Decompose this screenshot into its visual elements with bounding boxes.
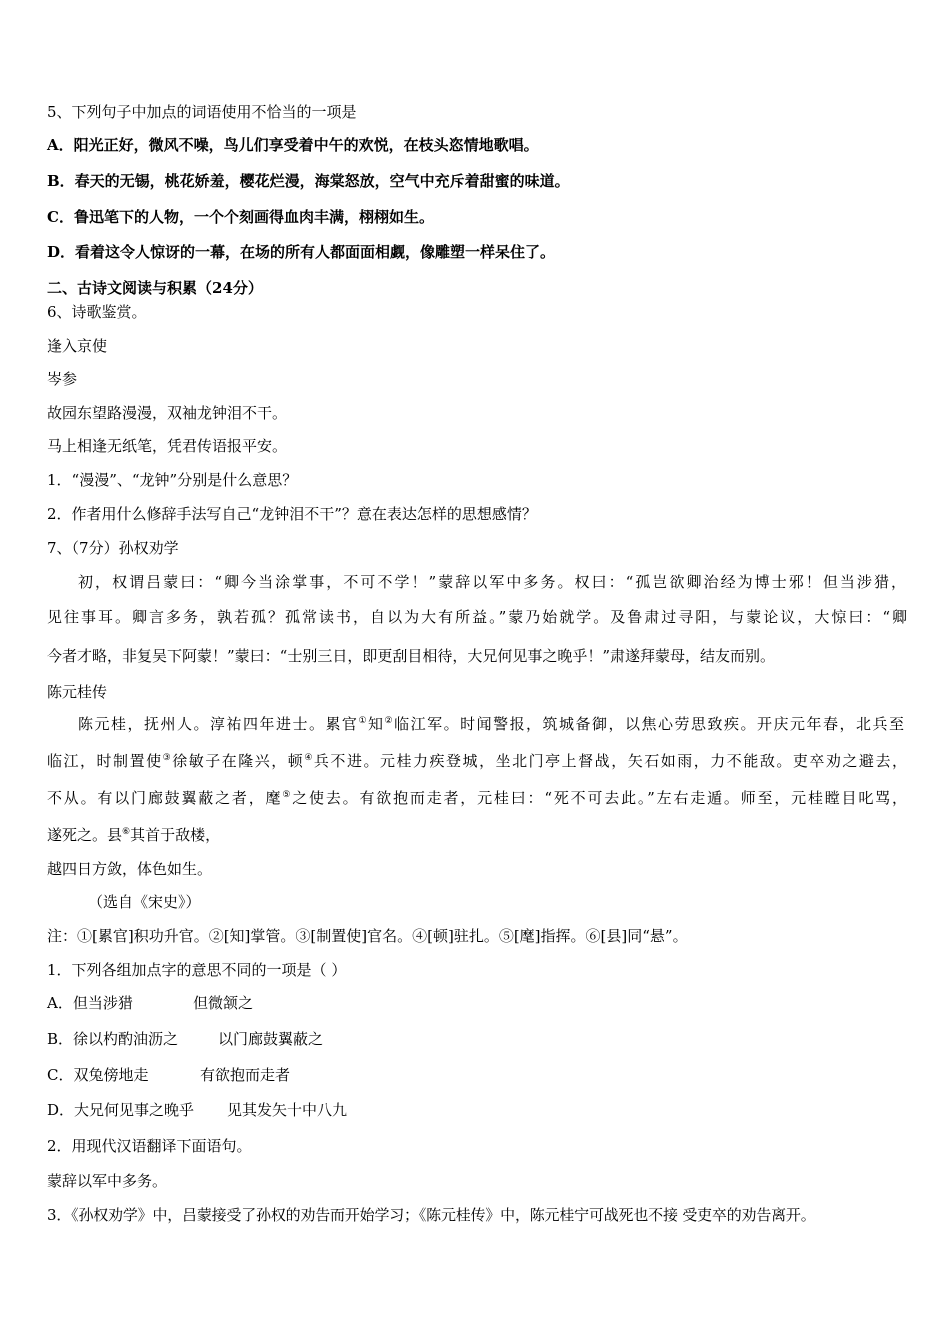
footnote-marker: ④ — [304, 753, 314, 763]
q5-option-c: C．鲁迅笔下的人物，一个个刻画得血肉丰满，栩栩如生。 — [47, 208, 434, 226]
footnote-marker: ② — [384, 716, 395, 726]
passage2-line-4: 遂死之。县⑥其首于敌楼， — [47, 826, 221, 844]
passage2-line-1: 陈元桂，抚州人。淳祐四年进士。累官①知②临江军。时闻警报，筑城备御，以焦心劳思致疾。开庆元年春，北兵至 — [78, 715, 904, 733]
footnote-marker: ⑤ — [282, 790, 293, 800]
passage1-line-3: 今者才略，非复吴下阿蒙！”蒙曰：“士别三日，即更刮目相待，大兄何见事之晚乎！”肃遂拜蒙母，结友而别。 — [47, 647, 776, 665]
q7-sub-1: 1．下列各组加点字的意思不同的一项是（ ） — [47, 961, 347, 979]
footnotes: 注：①[累官]积功升官。②[知]掌管。③[制置使]官名。④[顿]驻扎。⑤[麾]指挥。⑥[县]同“悬”。 — [47, 927, 688, 945]
q5-option-d: D．看着这令人惊讶的一幕，在场的所有人都面面相觑，像雕塑一样呆住了。 — [47, 243, 556, 261]
passage2-line-5: 越四日方敛，体色如生。 — [47, 860, 213, 878]
q7-sub-2: 2．用现代汉语翻译下面语句。 — [47, 1137, 252, 1155]
footnote-marker: ⑥ — [122, 827, 131, 837]
poem-author: 岑参 — [47, 370, 78, 388]
passage1-line-2: 见往事耳。卿言多务，孰若孤？孤常读书，自以为大有所益。”蒙乃始就学。及鲁肃过寻阳，与蒙论议，大惊曰：“卿 — [47, 608, 907, 626]
footnote-marker: ③ — [162, 753, 173, 763]
q7-option-d: D．大兄何见事之晚乎 见其发矢十中八九 — [47, 1101, 348, 1119]
passage2-title: 陈元桂传 — [47, 683, 108, 701]
poem-line-1: 故园东望路漫漫，双袖龙钟泪不干。 — [47, 404, 288, 422]
section-heading: 二、古诗文阅读与积累（24分） — [47, 279, 263, 297]
q5-option-a: A．阳光正好，微风不噪，鸟儿们享受着中午的欢悦，在枝头恣情地歌唱。 — [47, 136, 539, 154]
passage2-line-2: 临江，时制置使③徐敏子在隆兴，顿④兵不进。元桂力疾登城，坐北门亭上督战，矢石如雨，力不能敌。吏卒劝之避去， — [47, 752, 907, 770]
q7-option-c: C．双兔傍地走 有欲抱而走者 — [47, 1066, 291, 1084]
q7-option-b: B．徐以杓酌油沥之 以门廊鼓翼蔽之 — [47, 1030, 324, 1048]
q7-stem: 7、（7分）孙权劝学 — [47, 539, 179, 557]
passage2-line-3: 不从。有以门廊鼓翼蔽之者，麾⑤之使去。有欲抱而走者，元桂曰：“死不可去此。”左右走遁。师至，元桂瞠目叱骂， — [47, 789, 907, 807]
q7-sub-2-sentence: 蒙辞以军中多务。 — [47, 1172, 168, 1190]
q5-stem: 5、下列句子中加点的词语使用不恰当的一项是 — [47, 103, 357, 121]
passage1-line-1: 初，权谓吕蒙曰：“卿今当涂掌事，不可不学！”蒙辞以军中多务。权曰：“孤岂欲卿治经为博士邪！但当涉猎， — [78, 573, 906, 591]
q6-sub-1: 1．“漫漫”、“龙钟”分别是什么意思？ — [47, 471, 298, 489]
q5-option-b: B．春天的无锡，桃花娇羞，樱花烂漫，海棠怒放，空气中充斥着甜蜜的味道。 — [47, 172, 570, 190]
poem-line-2: 马上相逢无纸笔，凭君传语报平安。 — [47, 437, 288, 455]
poem-title: 逢入京使 — [47, 337, 108, 355]
q7-option-a: A．但当涉猎 但微颔之 — [47, 994, 254, 1012]
passage2-source: （选自《宋史》） — [88, 893, 201, 911]
q6-sub-2: 2．作者用什么修辞手法写自己“龙钟泪不干”？意在表达怎样的思想感情？ — [47, 505, 537, 523]
q7-sub-3: 3．《孙权劝学》中，吕蒙接受了孙权的劝告而开始学习；《陈元桂传》中，陈元桂宁可战死也不接 受吏卒的劝告离开。 — [47, 1206, 816, 1224]
footnote-marker: ① — [358, 716, 369, 726]
q6-stem: 6、诗歌鉴赏。 — [47, 303, 147, 321]
